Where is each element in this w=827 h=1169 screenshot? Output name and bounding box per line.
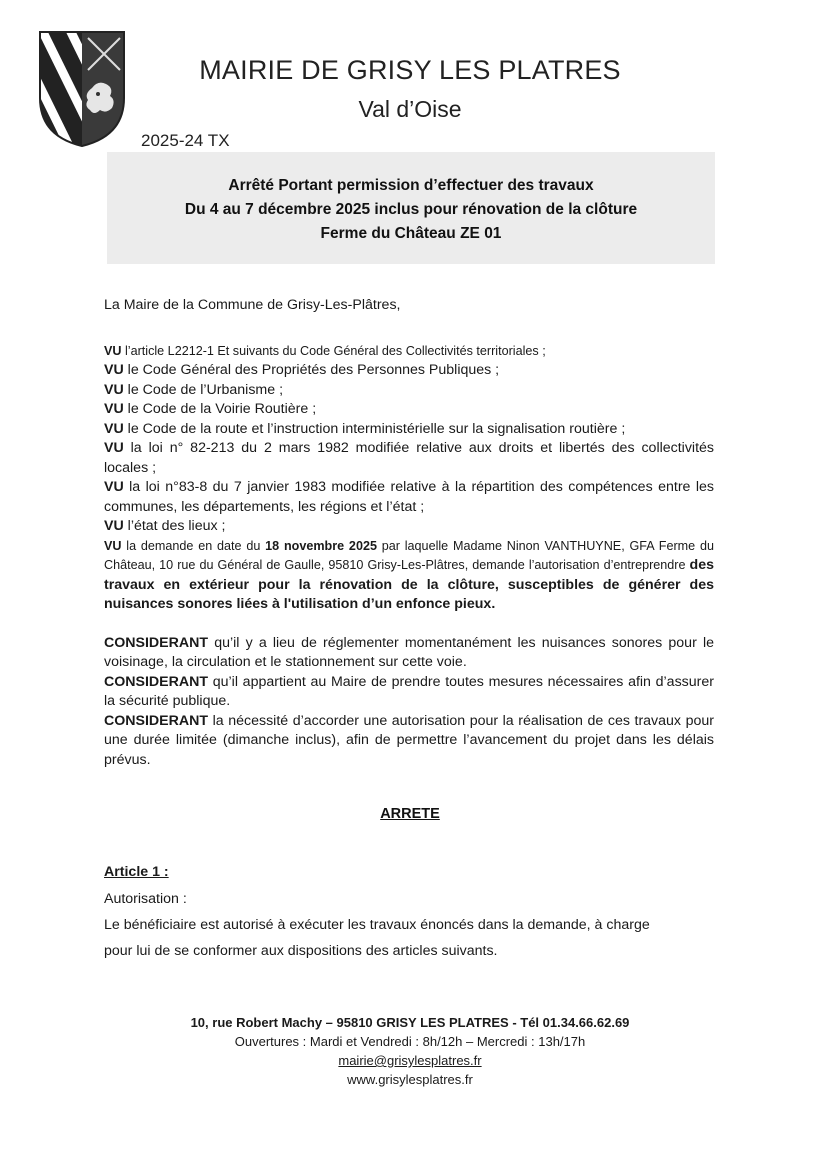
- page-subtitle: Val d’Oise: [358, 96, 462, 122]
- vu-item: VU le Code Général des Propriétés des Personnes Publiques ;: [104, 362, 500, 378]
- vu-item: VU l’article L2212-1 Et suivants du Code Général des Collectivités territoriales ;: [104, 343, 546, 358]
- page-title: MAIRIE DE GRISY LES PLATRES: [199, 55, 621, 85]
- banner-line-3: Ferme du Château ZE 01: [320, 225, 502, 242]
- footer: [110, 1013, 710, 1089]
- article-1: [104, 862, 714, 964]
- article-heading: Article 1 :: [104, 864, 169, 880]
- considerant-item: CONSIDERANT la nécessité d’accorder une autorisation pour la réalisation de ces travaux pour une durée limitée (dimanche inclus), afin de permettre l’avancement du projet dans les délais prévus.: [104, 712, 714, 768]
- vu-item: VU la demande en date du 18 novembre 2025 par laquelle Madame Ninon VANTHUYNE, GFA Ferme du Château, 10 rue du Général de Gaulle, 95810 Grisy-Les-Plâtres, demande l’autorisation d’entreprendre des travaux en extérieur pour la rénovation de la clôture, susceptibles de générer des nuisances sonores liées à l'utilisation d’un enfonce pieux.: [104, 538, 714, 612]
- banner-line-1: Arrêté Portant permission d’effectuer des travaux: [228, 177, 594, 194]
- arrete-heading: ARRETE: [380, 806, 440, 822]
- footer-website-link[interactable]: www.grisylesplatres.fr: [347, 1072, 473, 1087]
- vu-item: VU la loi n° 82-213 du 2 mars 1982 modifiée relative aux droits et libertés des collectivités locales ;: [104, 440, 714, 476]
- footer-hours: Ouvertures : Mardi et Vendredi : 8h/12h – Mercredi : 13h/17h: [234, 1034, 586, 1049]
- article-text-line: pour lui de se conformer aux dispositions des articles suivants.: [104, 943, 498, 959]
- reference-number: 2025-24 TX: [141, 131, 230, 150]
- banner-line-2: Du 4 au 7 décembre 2025 inclus pour rénovation de la clôture: [184, 201, 638, 218]
- intro-text: La Maire de la Commune de Grisy-Les-Plâtres,: [104, 297, 401, 313]
- article-text-line: Le bénéficiaire est autorisé à exécuter les travaux énoncés dans la demande, à charge: [104, 917, 650, 933]
- article-subheading: Autorisation :: [104, 891, 187, 907]
- footer-address: 10, rue Robert Machy – 95810 GRISY LES PLATRES - Tél 01.34.66.62.69: [190, 1015, 630, 1030]
- vu-item: VU la loi n°83-8 du 7 janvier 1983 modifiée relative à la répartition des compétences entre les communes, les départements, les régions et l’état ;: [104, 479, 714, 515]
- vu-item: VU le Code de la route et l’instruction interministérielle sur la signalisation routière ;: [104, 420, 626, 437]
- vu-item: VU l’état des lieux ;: [104, 518, 226, 534]
- considerant-item: CONSIDERANT qu’il y a lieu de réglementer momentanément les nuisances sonores pour le voisinage, la circulation et le stationnement sur cette voie.: [104, 634, 714, 670]
- considerant-item: CONSIDERANT qu’il appartient au Maire de prendre toutes mesures nécessaires afin d’assurer la sécurité publique.: [104, 673, 714, 709]
- vu-item: VU le Code de la Voirie Routière ;: [104, 401, 317, 417]
- vu-item: VU le Code de l’Urbanisme ;: [104, 381, 284, 398]
- coat-of-arms-icon: [36, 28, 128, 150]
- decree-title-banner: [107, 152, 715, 264]
- decree-body: [104, 296, 714, 770]
- footer-email-link[interactable]: mairie@grisylesplatres.fr: [338, 1053, 482, 1068]
